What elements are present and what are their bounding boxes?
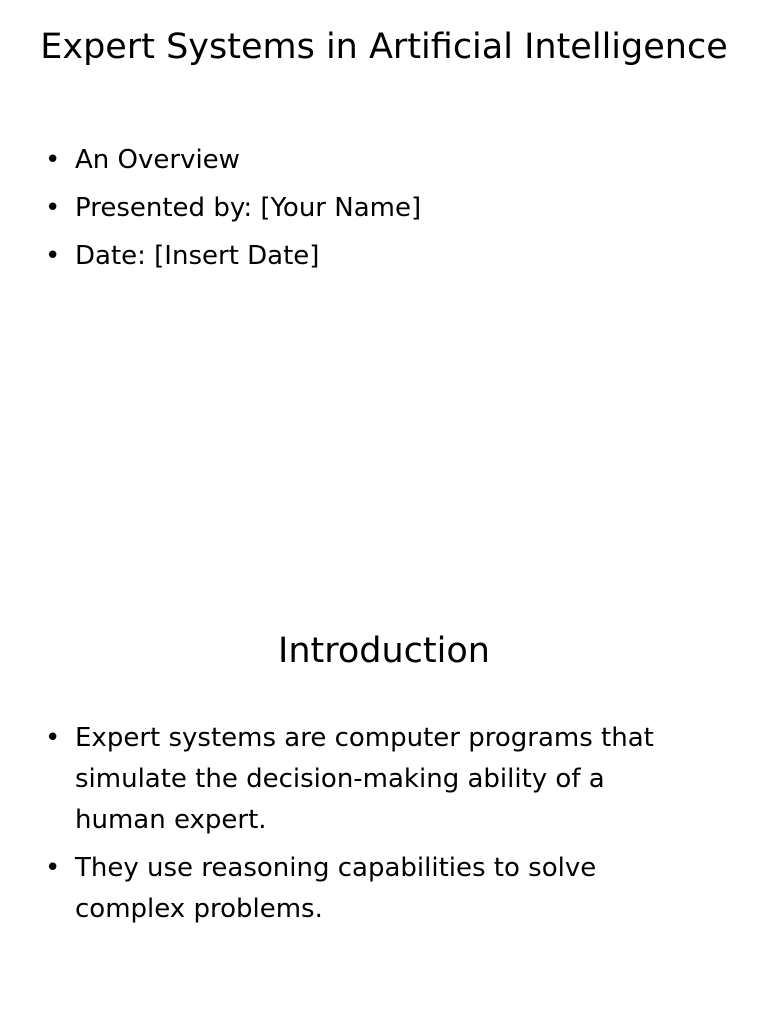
bullet-item — [0, 188, 700, 229]
bullet-text: Presented by: [Your Name] — [75, 193, 422, 223]
bullet-icon: • — [45, 853, 61, 883]
bullet-text: Date: [Insert Date] — [75, 241, 320, 271]
bullet-icon: • — [45, 723, 61, 753]
slide-1-title: Expert Systems in Artificial Intelligence — [40, 27, 728, 67]
slide-introduction — [0, 576, 768, 1024]
bullet-item — [0, 236, 700, 277]
slide-2-title: Introduction — [278, 631, 490, 671]
bullet-text: An Overview — [75, 145, 240, 175]
bullet-icon: • — [45, 241, 61, 271]
bullet-text: Expert systems are computer programs that simulate the decision-making ability of a human expert. — [75, 723, 654, 835]
bullet-item — [0, 848, 700, 930]
bullet-text: They use reasoning capabilities to solve complex problems. — [75, 853, 597, 924]
bullet-item — [0, 718, 700, 841]
bullet-icon: • — [45, 193, 61, 223]
slide-2-bullet-list — [0, 718, 700, 937]
bullet-icon: • — [45, 145, 61, 175]
slide-1-bullet-list — [0, 140, 700, 284]
bullet-item — [0, 140, 700, 181]
